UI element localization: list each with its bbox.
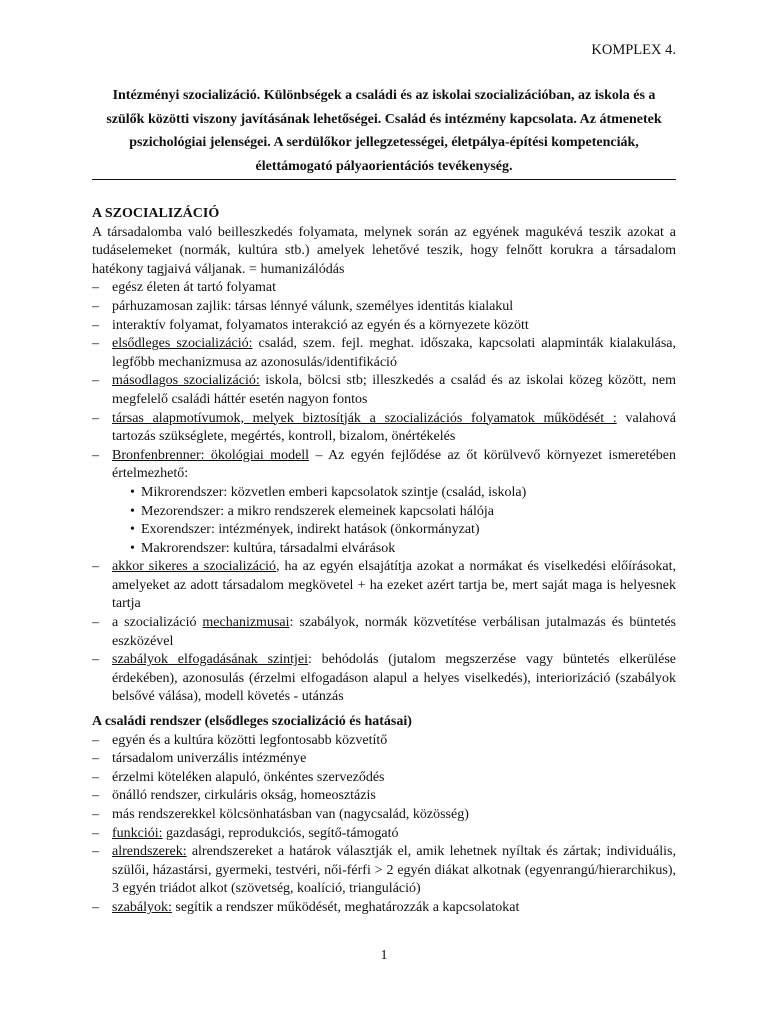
list-item: [92, 447, 676, 484]
family-system-list: [92, 732, 676, 918]
list-dash: –: [92, 769, 99, 785]
list-dash: –: [92, 317, 99, 333]
sublist-item: [92, 540, 676, 559]
list-dash: –: [92, 732, 99, 748]
list-item-description: – Az egyén fejlődése az őt körülvevő környezet ismeretében értelmezhető:: [112, 447, 676, 482]
list-item-description: más rendszerekkel kölcsönhatásban van (nagycsalád, közösség): [112, 807, 469, 822]
list-item-text: [112, 732, 676, 751]
list-item-description: érzelmi köteléken alapuló, önkéntes szerveződés: [112, 769, 385, 785]
list-dash: –: [92, 615, 99, 631]
list-item-term: másodlagos szocializáció:: [112, 373, 260, 389]
list-dash: –: [92, 844, 99, 860]
list-item-term: szabályok:: [112, 899, 172, 915]
list-item-text: [112, 806, 676, 825]
list-item-text: [112, 787, 676, 806]
page-number: 1: [380, 948, 388, 963]
list-item: [92, 410, 676, 447]
list-item-description: valahová tartozás szükséglete, megértés, kontroll, bizalom, önértékelés: [112, 410, 676, 445]
list-item-text: [112, 372, 676, 409]
list-dash: –: [92, 825, 99, 841]
sublist-item-text: Mikrorendszer: közvetlen emberi kapcsolatok szintje (család, iskola): [141, 484, 527, 500]
list-item: [92, 899, 676, 918]
sublist-item: [92, 484, 676, 503]
list-dash: –: [92, 788, 99, 804]
sublist-item: [92, 503, 676, 522]
list-item: [92, 825, 676, 844]
list-item-description: segítik a rendszer működését, meghatározzák a kapcsolatokat: [171, 899, 520, 915]
list-dash: –: [92, 652, 99, 668]
socialization-list: [92, 279, 676, 484]
list-item: [92, 279, 676, 298]
list-item-term: alrendszerek:: [112, 844, 187, 860]
list-dash: –: [92, 559, 99, 575]
list-item-description: alrendszereket a határok választják el, amik lehetnek nyíltak és zártak; individuális, szülői, házastársi, gyermeki, testvéri, női-férfi > 2 egyén diákat alkotnak (egyenrangú/hierarchikus), 3 egyén triádot alkot (szövetség, koalíció, trianguláció): [112, 844, 676, 897]
document-body: [92, 205, 676, 918]
list-item-term: elsődleges szocializáció:: [112, 336, 253, 352]
sublist-item: [92, 521, 676, 540]
list-item-description: iskola, bölcsi stb; illeszkedés a család és az iskolai közeg között, nem megfelelő családi háttér esetén nagyon fontos: [112, 373, 676, 407]
list-item-prefix: a szocializáció: [112, 615, 203, 631]
list-item: [92, 806, 676, 825]
sublist-item-text: Makrorendszer: kultúra, társadalmi elvárások: [141, 540, 396, 556]
list-dash: –: [92, 899, 99, 915]
list-item-description: gazdasági, reprodukciós, segítő-támogató: [162, 825, 399, 841]
section-heading-socialization: A SZOCIALIZÁCIÓ: [92, 206, 220, 221]
list-dash: –: [92, 298, 99, 314]
list-item-text: [112, 335, 676, 372]
sublist-item-text: Mezorendszer: a mikro rendszerek elemeinek kapcsolati hálója: [141, 503, 494, 519]
list-item-description: önálló rendszer, cirkuláris okság, homeosztázis: [112, 788, 376, 804]
bullet-icon: •: [130, 484, 135, 500]
list-item-text: [112, 298, 676, 317]
list-item-description: , ha az egyén elsajátítja azokat a normákat és viselkedési előírásokat, amelyeket az adott társadalom megkövetel + ha ezeket azért tartja be, mert saját maga is helyesnek tartja: [112, 559, 676, 612]
list-item-description: egyén és a kultúra közötti legfontosabb közvetítő: [112, 732, 388, 748]
list-item-text: [112, 558, 676, 614]
list-dash: –: [92, 807, 99, 822]
list-dash: –: [92, 410, 99, 426]
list-item-text: [112, 769, 676, 788]
list-item-description: : behódolás (jutalom megszerzése vagy büntetés elkerülése érdekében), azonosulás (érzelmi elfogadáson alapul a helyes viselkedés), interiorizáció (szabályok belsővé válása), modell követés - utánzás: [112, 652, 677, 705]
list-item-term: társas alapmotívumok, melyek biztosítják a szocializációs folyamatok működését :: [112, 410, 617, 426]
list-item: [92, 843, 676, 899]
list-item-description: egész életen át tartó folyamat: [112, 280, 277, 296]
socialization-list-continued: [92, 558, 676, 707]
bronfenbrenner-sublist: [92, 484, 676, 558]
section-heading-family-system: A családi rendszer (elsődleges szocializáció és hatásai): [92, 714, 412, 730]
list-dash: –: [92, 280, 99, 296]
bullet-icon: •: [130, 522, 135, 538]
list-dash: –: [92, 447, 99, 463]
list-item-term: funkciói:: [112, 825, 163, 841]
list-item-term: mechanizmusai: [202, 615, 290, 631]
list-item-text: [112, 750, 676, 769]
sublist-item-text: Exorendszer: intézmények, indirekt hatások (önkormányzat): [141, 522, 480, 538]
list-item-description: párhuzamosan zajlik: társas lénnyé válunk, személyes identitás kialakul: [112, 298, 514, 314]
list-item-text: [112, 843, 676, 899]
list-item-text: [112, 317, 676, 336]
list-item-description: interaktív folyamat, folyamatos interakció az egyén és a környezete között: [112, 317, 529, 333]
list-item-description: család, szem. fejl. meghat. időszaka, kapcsolati alapminták kialakulása, legfőbb mechanizmusa az azonosulás/identifikáció: [112, 336, 676, 370]
list-item: [92, 732, 676, 751]
list-item-term: akkor sikeres a szocializáció: [112, 559, 277, 575]
list-item-text: [112, 899, 676, 918]
document-header-label: KOMPLEX 4.: [591, 42, 676, 58]
list-item-description: társadalom univerzális intézménye: [112, 751, 307, 767]
list-item-text: [112, 614, 676, 651]
list-item: [92, 614, 676, 651]
list-item: [92, 558, 676, 614]
list-dash: –: [92, 373, 99, 389]
title-divider: [92, 179, 676, 180]
document-title: Intézményi szocializáció. Különbségek a családi és az iskolai szocializációban, az iskola és a szülők közötti viszony javításának lehetőségei. Család és intézmény kapcsolata. Az átmenetek pszichológiai jelenségei. A serdülőkor jellegzetességei, életpálya-építési kompetenciák, élettámogató pályaorientációs tevékenység.: [106, 88, 662, 174]
list-item: [92, 769, 676, 788]
section-intro: A társadalomba való beilleszkedés folyamata, melynek során az egyének magukévá teszik azokat a tudáselemeket (normák, kultúra stb.) amelyek lehetővé teszik, hogy felnőtt korukra a társadalom hatékony tagjaivá váljanak. = humanizálódás: [92, 224, 676, 277]
list-item: [92, 750, 676, 769]
list-item: [92, 335, 676, 372]
bullet-icon: •: [130, 503, 135, 519]
list-item: [92, 317, 676, 336]
list-item: [92, 372, 676, 409]
list-item: [92, 787, 676, 806]
list-item-text: [112, 825, 676, 844]
list-dash: –: [92, 336, 99, 352]
list-item-text: [112, 279, 676, 298]
list-dash: –: [92, 751, 99, 767]
list-item: [92, 651, 676, 707]
list-item-term: szabályok elfogadásának szintjei: [112, 652, 309, 668]
list-item: [92, 298, 676, 317]
list-item-text: [112, 651, 676, 707]
list-item-text: [112, 447, 676, 484]
list-item-text: [112, 410, 676, 447]
bullet-icon: •: [130, 540, 135, 556]
list-item-description: : szabályok, normák közvetítése verbálisan jutalmazás és büntetés eszközével: [112, 615, 676, 649]
list-item-term: Bronfenbrenner: ökológiai modell: [112, 447, 310, 463]
